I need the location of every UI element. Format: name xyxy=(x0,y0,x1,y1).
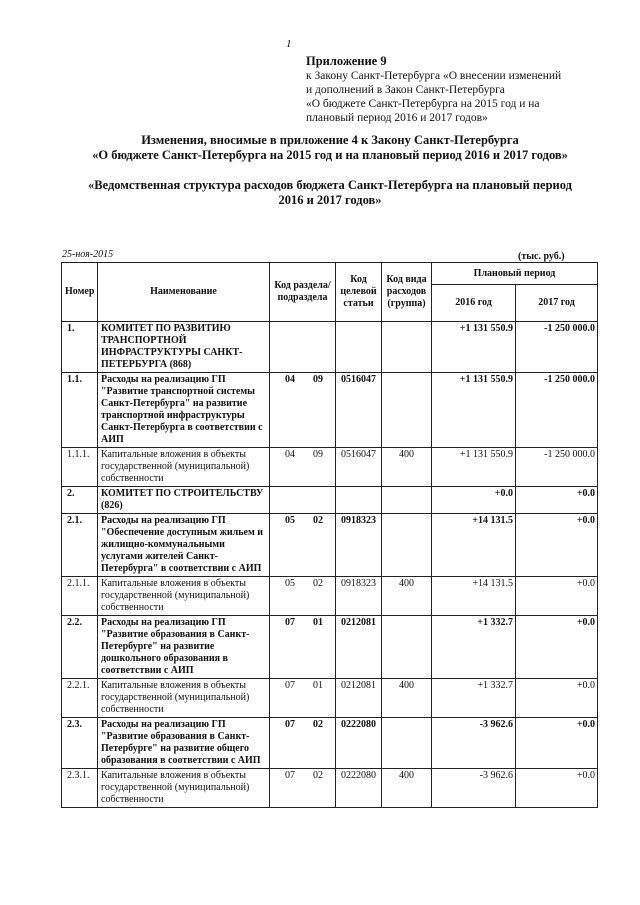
row-section-code xyxy=(270,769,336,808)
row-2016-amount: +1 131 550.9 xyxy=(432,373,516,448)
section-code: 07 xyxy=(285,617,295,628)
row-number: 2.1.1. xyxy=(62,577,98,616)
row-name: КОМИТЕТ ПО СТРОИТЕЛЬСТВУ (826) xyxy=(98,487,270,514)
table-row xyxy=(62,448,598,487)
row-2017-amount: -1 250 000.0 xyxy=(516,322,598,373)
row-target-code: 0222080 xyxy=(336,769,382,808)
row-name: Расходы на реализацию ГП "Обеспечение доступным жильем и жилищно-коммунальными услугами жителей Санкт-Петербурга" в соответствии с АИП xyxy=(98,514,270,577)
appendix-block xyxy=(306,54,606,125)
row-2016-amount: -3 962.6 xyxy=(432,769,516,808)
header-number: Номер xyxy=(62,263,98,322)
row-target-code: 0212081 xyxy=(336,616,382,679)
header-2016: 2016 год xyxy=(432,285,516,322)
row-2016-amount: +1 131 550.9 xyxy=(432,322,516,373)
row-target-code: 0918323 xyxy=(336,577,382,616)
row-2016-amount: +1 332.7 xyxy=(432,616,516,679)
row-number: 2.1. xyxy=(62,514,98,577)
document-heading xyxy=(40,133,620,163)
appendix-line: к Закону Санкт-Петербурга «О внесении изменений xyxy=(306,70,562,82)
table-title xyxy=(40,178,620,208)
date-stamp: 25-ноя-2015 xyxy=(62,249,114,260)
row-section-code xyxy=(270,373,336,448)
row-2017-amount: +0.0 xyxy=(516,679,598,718)
row-type-code xyxy=(382,514,432,577)
row-2017-amount: +0.0 xyxy=(516,616,598,679)
row-name: КОМИТЕТ ПО РАЗВИТИЮ ТРАНСПОРТНОЙ ИНФРАСТРУКТУРЫ САНКТ-ПЕТЕРБУРГА (868) xyxy=(98,322,270,373)
table-row xyxy=(62,487,598,514)
heading-line: 2016 и 2017 годов» xyxy=(278,193,382,207)
header-target: Код целевой статьи xyxy=(336,263,382,322)
header-type: Код вида расходов (группа) xyxy=(382,263,432,322)
section-code: 07 xyxy=(285,719,295,730)
header-2017: 2017 год xyxy=(516,285,598,322)
subsection-code: 02 xyxy=(313,578,323,589)
row-name: Капитальные вложения в объекты государственной (муниципальной) собственности xyxy=(98,769,270,808)
table-row xyxy=(62,718,598,769)
row-number: 2.2.1. xyxy=(62,679,98,718)
row-2017-amount: +0.0 xyxy=(516,718,598,769)
section-code: 05 xyxy=(285,578,295,589)
table-row xyxy=(62,322,598,373)
subsection-code: 09 xyxy=(313,449,323,460)
row-2017-amount: +0.0 xyxy=(516,514,598,577)
row-2017-amount: +0.0 xyxy=(516,487,598,514)
row-type-code xyxy=(382,616,432,679)
row-section-code xyxy=(270,577,336,616)
row-type-code: 400 xyxy=(382,448,432,487)
row-2017-amount: +0.0 xyxy=(516,577,598,616)
row-name: Капитальные вложения в объекты государственной (муниципальной) собственности xyxy=(98,448,270,487)
row-section-code xyxy=(270,487,336,514)
row-type-code xyxy=(382,373,432,448)
unit-label: (тыс. руб.) xyxy=(518,251,565,262)
subsection-code: 02 xyxy=(313,719,323,730)
row-section-code xyxy=(270,448,336,487)
row-target-code: 0516047 xyxy=(336,448,382,487)
section-code: 07 xyxy=(285,770,295,781)
row-section-code xyxy=(270,718,336,769)
table-row xyxy=(62,514,598,577)
row-target-code: 0222080 xyxy=(336,718,382,769)
row-type-code xyxy=(382,718,432,769)
row-2016-amount: +1 332.7 xyxy=(432,679,516,718)
row-2016-amount: +1 131 550.9 xyxy=(432,448,516,487)
row-2016-amount: -3 962.6 xyxy=(432,718,516,769)
subsection-code: 02 xyxy=(313,515,323,526)
row-type-code: 400 xyxy=(382,577,432,616)
subsection-code: 09 xyxy=(313,374,323,385)
header-period: Плановый период xyxy=(432,263,598,285)
row-number: 2. xyxy=(62,487,98,514)
heading-line: Изменения, вносимые в приложение 4 к Закону Санкт-Петербурга xyxy=(141,133,519,147)
row-number: 2.2. xyxy=(62,616,98,679)
row-number: 2.3. xyxy=(62,718,98,769)
row-2016-amount: +0.0 xyxy=(432,487,516,514)
section-code: 04 xyxy=(285,449,295,460)
row-2016-amount: +14 131.5 xyxy=(432,514,516,577)
row-2017-amount: -1 250 000.0 xyxy=(516,373,598,448)
row-number: 1.1. xyxy=(62,373,98,448)
row-section-code xyxy=(270,322,336,373)
row-number: 1.1.1. xyxy=(62,448,98,487)
row-target-code xyxy=(336,322,382,373)
row-name: Капитальные вложения в объекты государственной (муниципальной) собственности xyxy=(98,679,270,718)
table-row xyxy=(62,769,598,808)
table-row xyxy=(62,577,598,616)
page-number: 1 xyxy=(286,38,292,50)
row-target-code: 0212081 xyxy=(336,679,382,718)
row-section-code xyxy=(270,616,336,679)
table-row xyxy=(62,616,598,679)
row-2017-amount: -1 250 000.0 xyxy=(516,448,598,487)
row-number: 2.3.1. xyxy=(62,769,98,808)
table-row xyxy=(62,373,598,448)
appendix-line: «О бюджете Санкт-Петербурга на 2015 год и на xyxy=(306,98,540,110)
table-row xyxy=(62,679,598,718)
row-type-code: 400 xyxy=(382,769,432,808)
header-section: Код раздела/ подраздела xyxy=(270,263,336,322)
row-name: Расходы на реализацию ГП "Развитие образования в Санкт-Петербурге" на развитие общего образования в соответствии с АИП xyxy=(98,718,270,769)
heading-line: «О бюджете Санкт-Петербурга на 2015 год и на плановый период 2016 и 2017 годов» xyxy=(92,148,568,162)
row-number: 1. xyxy=(62,322,98,373)
row-2017-amount: +0.0 xyxy=(516,769,598,808)
budget-table xyxy=(61,262,598,808)
section-code: 05 xyxy=(285,515,295,526)
subsection-code: 02 xyxy=(313,770,323,781)
row-name: Расходы на реализацию ГП "Развитие образования в Санкт-Петербурге" на развитие дошкольного образования в соответствии с АИП xyxy=(98,616,270,679)
row-2016-amount: +14 131.5 xyxy=(432,577,516,616)
section-code: 04 xyxy=(285,374,295,385)
row-type-code: 400 xyxy=(382,679,432,718)
heading-line: «Ведомственная структура расходов бюджета Санкт-Петербурга на плановый период xyxy=(88,178,572,192)
appendix-line: плановый период 2016 и 2017 годов» xyxy=(306,112,488,124)
row-type-code xyxy=(382,487,432,514)
subsection-code: 01 xyxy=(313,680,323,691)
row-section-code xyxy=(270,514,336,577)
subsection-code: 01 xyxy=(313,617,323,628)
row-target-code xyxy=(336,487,382,514)
row-type-code xyxy=(382,322,432,373)
row-target-code: 0516047 xyxy=(336,373,382,448)
row-section-code xyxy=(270,679,336,718)
appendix-title: Приложение 9 xyxy=(306,54,387,68)
header-name: Наименование xyxy=(98,263,270,322)
row-name: Капитальные вложения в объекты государственной (муниципальной) собственности xyxy=(98,577,270,616)
appendix-line: и дополнений в Закон Санкт-Петербурга xyxy=(306,84,505,96)
row-name: Расходы на реализацию ГП "Развитие транспортной системы Санкт-Петербурга" на развитие транспортной инфраструктуры Санкт-Петербурга в соответствии с АИП xyxy=(98,373,270,448)
section-code: 07 xyxy=(285,680,295,691)
row-target-code: 0918323 xyxy=(336,514,382,577)
